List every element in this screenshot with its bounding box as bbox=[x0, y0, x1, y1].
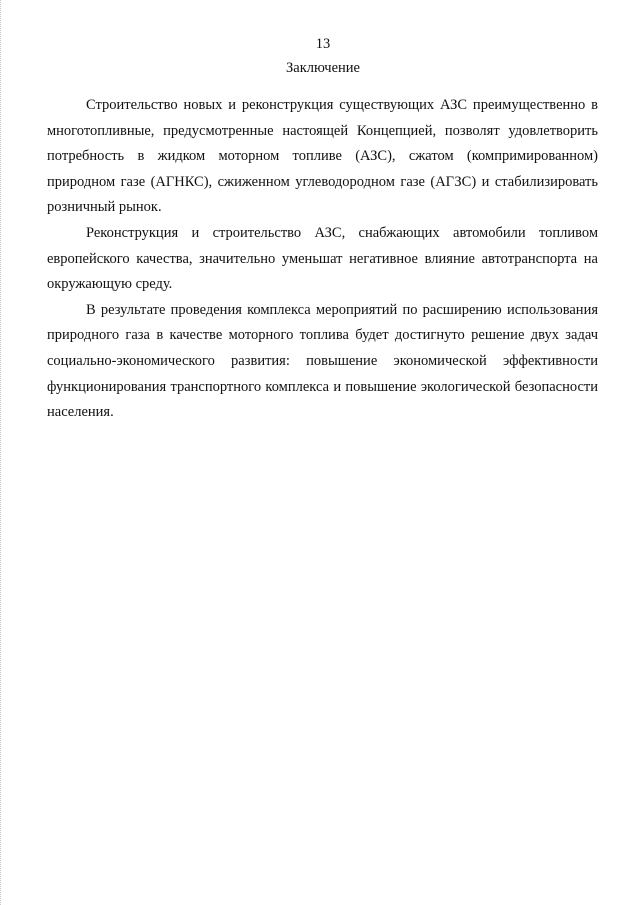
page-number: 13 bbox=[315, 36, 331, 52]
paragraph-3: В результате проведения комплекса мероприятий по расширению использования природного газа в качестве моторного топлива будет достигнуто решение двух задач социально-экономического развития: повышение экономической эффективности функционирования транспортного комплекса и повышение экологической безопасности населения. bbox=[47, 301, 598, 421]
page-title: Заключение bbox=[286, 60, 360, 76]
paragraph-2: Реконструкция и строительство АЗС, снабжающих автомобили топливом европейского качества, значительно уменьшат негативное влияние автотранспорта на окружающую среду. bbox=[47, 224, 598, 293]
document-body bbox=[47, 93, 598, 426]
page-edge-divider bbox=[0, 0, 2, 905]
paragraph-1: Строительство новых и реконструкция существующих АЗС преимущественно в многотопливные, предусмотренные настоящей Концепцией, позволят удовлетворить потребность в жидком моторном топливе (АЗС), сжатом (компримированном) природном газе (АГНКС), сжиженном углеводородном газе (АГЗС) и стабилизировать розничный рынок. bbox=[47, 97, 598, 216]
